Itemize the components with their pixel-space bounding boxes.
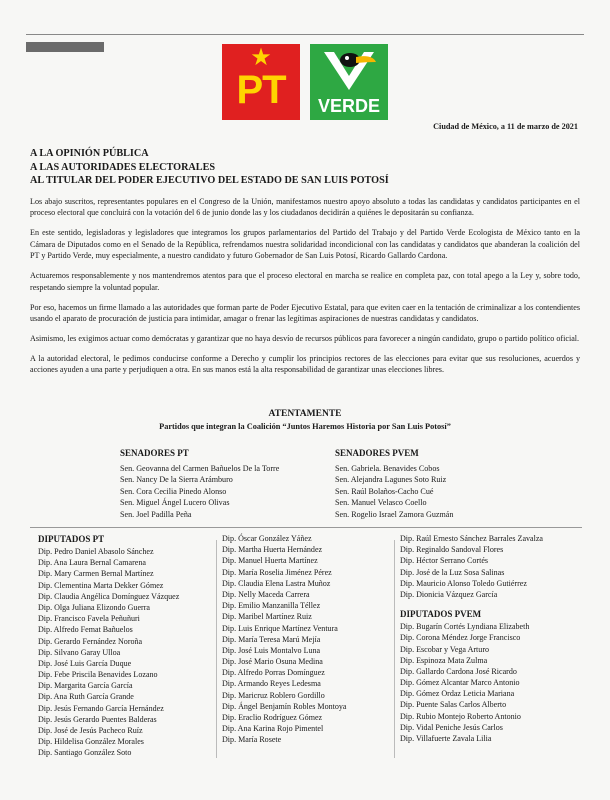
diputados-pt-col1 xyxy=(38,533,213,759)
deputy-name: Dip. José Mario Osuna Medina xyxy=(222,657,323,667)
deputy-name: Dip. Óscar González Yáñez xyxy=(222,534,312,543)
senator-name: Sen. Miguel Ángel Lucero Olivas xyxy=(120,498,230,508)
spacer xyxy=(400,600,585,608)
deputy-name: Dip. Bugarín Cortés Lyndiana Elizabeth xyxy=(400,622,530,632)
senator-name: Sen. Manuel Velasco Coello xyxy=(335,498,427,508)
deputy-name: Dip. Santiago González Soto xyxy=(38,748,132,758)
paragraph: Asimismo, les exigimos actuar como demócratas y garantizar que no haya desvío de recursos públicos para favorecer a ningún candidato, grupo o partido político oficial. xyxy=(30,334,580,344)
deputy-name: Dip. Vidal Peniche Jesús Carlos xyxy=(400,722,503,732)
senadores-pvem xyxy=(335,448,535,521)
pt-logo-text: PT xyxy=(236,68,286,112)
column-divider xyxy=(216,540,217,758)
date-line: Ciudad de México, a 11 de marzo de 2021 xyxy=(433,122,578,131)
corner-bar xyxy=(26,42,104,52)
deputy-name: Dip. Ana Ruth García Grande xyxy=(38,692,134,702)
paragraph: Por eso, hacemos un firme llamado a las autoridades que forman parte de Poder Ejecutivo Estatal, para que eviten caer en la tentación de criminalizar a los contendientes usando el aparato de procuración de justicia para intimidar, amagar o frenar las legítimas aspiraciones de nuestras candidatas y candidatos. xyxy=(30,302,580,324)
senator-name: Sen. Alejandra Lagunes Soto Ruiz xyxy=(335,475,447,485)
paragraph: En este sentido, legisladoras y legisladores que integramos los grupos parlamentarios del Partido del Trabajo y del Partido Verde Ecologista de México tanto en la Cámara de Diputados como en el Senado de la República, refrendamos nuestra solidaridad incondicional con las candidatas y candidatos que abanderan la coalición del PT y Partido Verde, muy especialmente, a nuestro candidato y futuro Gobernador de San Luis Potosí, Ricardo Gallardo Cardona. xyxy=(30,228,580,261)
closing-atentamente: ATENTAMENTE xyxy=(268,409,342,419)
senator-name: Sen. Cora Cecilia Pinedo Alonso xyxy=(120,486,227,496)
deputy-name: Dip. José Luis García Duque xyxy=(38,658,132,668)
section-title: DIPUTADOS PVEM xyxy=(400,609,482,620)
deputy-name: Dip. Rubio Montejo Roberto Antonio xyxy=(400,711,521,721)
deputy-name: Dip. Maricruz Roblero Gordillo xyxy=(222,690,325,700)
deputy-name: Dip. Gerardo Fernández Noroña xyxy=(38,636,143,646)
senator-name: Sen. Rogelio Israel Zamora Guzmán xyxy=(335,509,454,519)
deputy-name: Dip. Pedro Daniel Abasolo Sánchez xyxy=(38,547,154,556)
paragraph: Actuaremos responsablemente y nos mantendremos atentos para que el proceso electoral en marcha se realice en completa paz, con total apego a la Ley y, sobre todo, respetando siempre la voluntad popular. xyxy=(30,271,580,292)
diputados-col3 xyxy=(400,533,585,744)
deputy-name: Dip. María Teresa Marú Mejía xyxy=(222,634,321,644)
senator-name: Sen. Geovanna del Carmen Bañuelos De la Torre xyxy=(120,463,280,473)
column-divider xyxy=(394,540,395,758)
deputy-name: Dip. Manuel Huerta Martínez xyxy=(222,556,318,566)
deputy-name: Dip. Mary Carmen Bernal Martínez xyxy=(38,569,154,579)
deputy-name: Dip. Febe Priscila Benavides Lozano xyxy=(38,670,158,680)
deputy-name: Dip. Maribel Martínez Ruiz xyxy=(222,612,312,622)
deputy-name: Dip. Reginaldo Sandoval Flores xyxy=(400,545,504,555)
paragraph: A la autoridad electoral, le pedimos conducirse conforme a Derecho y cumplir los principios rectores de las elecciones para evitar que sus resoluciones, acuerdos y acciones ayuden a una parte y perjudiquen a otra. En sus manos está la alta responsabilidad de garantizar unas elecciones libres. xyxy=(30,354,580,375)
deputy-name: Dip. Gómez Alcantar Marco Antonio xyxy=(400,678,520,688)
deputy-name: Dip. Ángel Benjamín Robles Montoya xyxy=(222,701,347,711)
deputy-name: Dip. Villafuerte Zavala Lilia xyxy=(400,734,492,743)
deputy-name: Dip. Ana Laura Bernal Camarena xyxy=(38,558,146,568)
senator-name: Sen. Raúl Bolaños-Cacho Cué xyxy=(335,486,434,496)
deputy-name: Dip. Gallardo Cardona José Ricardo xyxy=(400,666,517,676)
deputy-name: Dip. Eraclio Rodríguez Gómez xyxy=(222,713,323,722)
deputy-name: Dip. Claudia Elena Lastra Muñoz xyxy=(222,578,331,588)
deputy-name: Dip. Francisco Favela Peñuñuri xyxy=(38,614,140,624)
deputy-name: Dip. Ana Karina Rojo Pimentel xyxy=(222,724,324,734)
deputy-name: Dip. Héctor Serrano Cortés xyxy=(400,556,489,566)
section-title: SENADORES PVEM xyxy=(335,448,419,458)
addressees xyxy=(30,147,580,188)
deputy-name: Dip. Hildelisa González Morales xyxy=(38,737,144,747)
divider xyxy=(30,527,582,528)
section-title: DIPUTADOS PT xyxy=(38,534,105,544)
deputy-name: Dip. Corona Méndez Jorge Francisco xyxy=(400,633,521,643)
deputy-name: Dip. Dionicia Vázquez García xyxy=(400,589,498,599)
verde-logo-text: VERDE xyxy=(317,96,380,116)
addressee-line: A LAS AUTORIDADES ELECTORALES xyxy=(30,161,216,173)
deputy-name: Dip. Olga Juliana Elizondo Guerra xyxy=(38,602,150,612)
deputy-name: Dip. Armando Reyes Ledesma xyxy=(222,679,321,689)
deputy-name: Dip. José de Jesús Pacheco Ruíz xyxy=(38,726,143,735)
addressee-line: AL TITULAR DEL PODER EJECUTIVO DEL ESTADO DE SAN LUIS POTOSÍ xyxy=(30,175,389,186)
deputy-name: Dip. Silvano Garay Ulloa xyxy=(38,647,121,657)
deputy-name: Dip. Mauricio Alonso Toledo Gutiérrez xyxy=(400,578,527,588)
deputy-name: Dip. Margarita García García xyxy=(38,681,133,691)
deputy-name: Dip. Nelly Maceda Carrera xyxy=(222,589,310,599)
senator-name: Sen. Joel Padilla Peña xyxy=(120,509,192,519)
deputy-name: Dip. Martha Huerta Hernández xyxy=(222,545,323,555)
verde-logo xyxy=(310,44,388,120)
deputy-name: Dip. Claudia Angélica Domínguez Vázquez xyxy=(38,591,180,601)
senator-name: Sen. Gabriela. Benavides Cobos xyxy=(335,463,440,473)
toucan-icon xyxy=(320,48,378,94)
deputy-name: Dip. Luis Enrique Martínez Ventura xyxy=(222,623,338,633)
diputados-pt-col2 xyxy=(222,533,392,746)
closing-subtitle: Partidos que integran la Coalición “Juntos Haremos Historia por San Luis Potosí” xyxy=(159,422,451,431)
deputy-name: Dip. Puente Salas Carlos Alberto xyxy=(400,700,507,710)
deputy-name: Dip. José de la Luz Sosa Salinas xyxy=(400,567,505,577)
letter-body xyxy=(30,196,580,384)
star-icon: ★ xyxy=(250,45,272,71)
deputy-name: Dip. Espinoza Mata Zulma xyxy=(400,655,488,665)
pt-logo xyxy=(222,44,300,120)
deputy-name: Dip. Alfredo Femat Bañuelos xyxy=(38,625,133,635)
addressee-line: A LA OPINIÓN PÚBLICA xyxy=(30,148,149,159)
senator-name: Sen. Nancy De la Sierra Arámburo xyxy=(120,475,233,485)
deputy-name: Dip. Clementina Marta Dekker Gómez xyxy=(38,580,164,590)
senadores-pt xyxy=(120,448,325,521)
deputy-name: Dip. Gómez Ordaz Leticia Mariana xyxy=(400,689,515,699)
deputy-name: Dip. María Rosete xyxy=(222,735,282,745)
deputy-name: Dip. Jesús Gerardo Puentes Balderas xyxy=(38,714,157,724)
paragraph: Los abajo suscritos, representantes populares en el Congreso de la Unión, manifestamos nuestro apoyo absoluto a todas las candidatas y candidatos participantes en el proceso electoral que concluirá con la votación del 6 de junio donde las y los ciudadanos decidirán a quiénes le depositarán su confianza. xyxy=(30,197,580,218)
section-title: SENADORES PT xyxy=(120,448,189,458)
deputy-name: Dip. José Luis Montalvo Luna xyxy=(222,645,321,655)
party-logos xyxy=(222,44,390,120)
deputy-name: Dip. Emilio Manzanilla Téllez xyxy=(222,601,321,611)
top-rule xyxy=(26,34,584,35)
deputy-name: Dip. Raúl Ernesto Sánchez Barrales Zavalza xyxy=(400,534,543,543)
deputy-name: Dip. Alfredo Porras Domínguez xyxy=(222,668,325,678)
deputy-name: Dip. Jesús Fernando García Hernández xyxy=(38,703,164,713)
deputy-name: Dip. Escobar y Vega Arturo xyxy=(400,644,490,654)
closing xyxy=(30,408,580,433)
deputy-name: Dip. María Roselia Jiménez Pérez xyxy=(222,567,332,577)
